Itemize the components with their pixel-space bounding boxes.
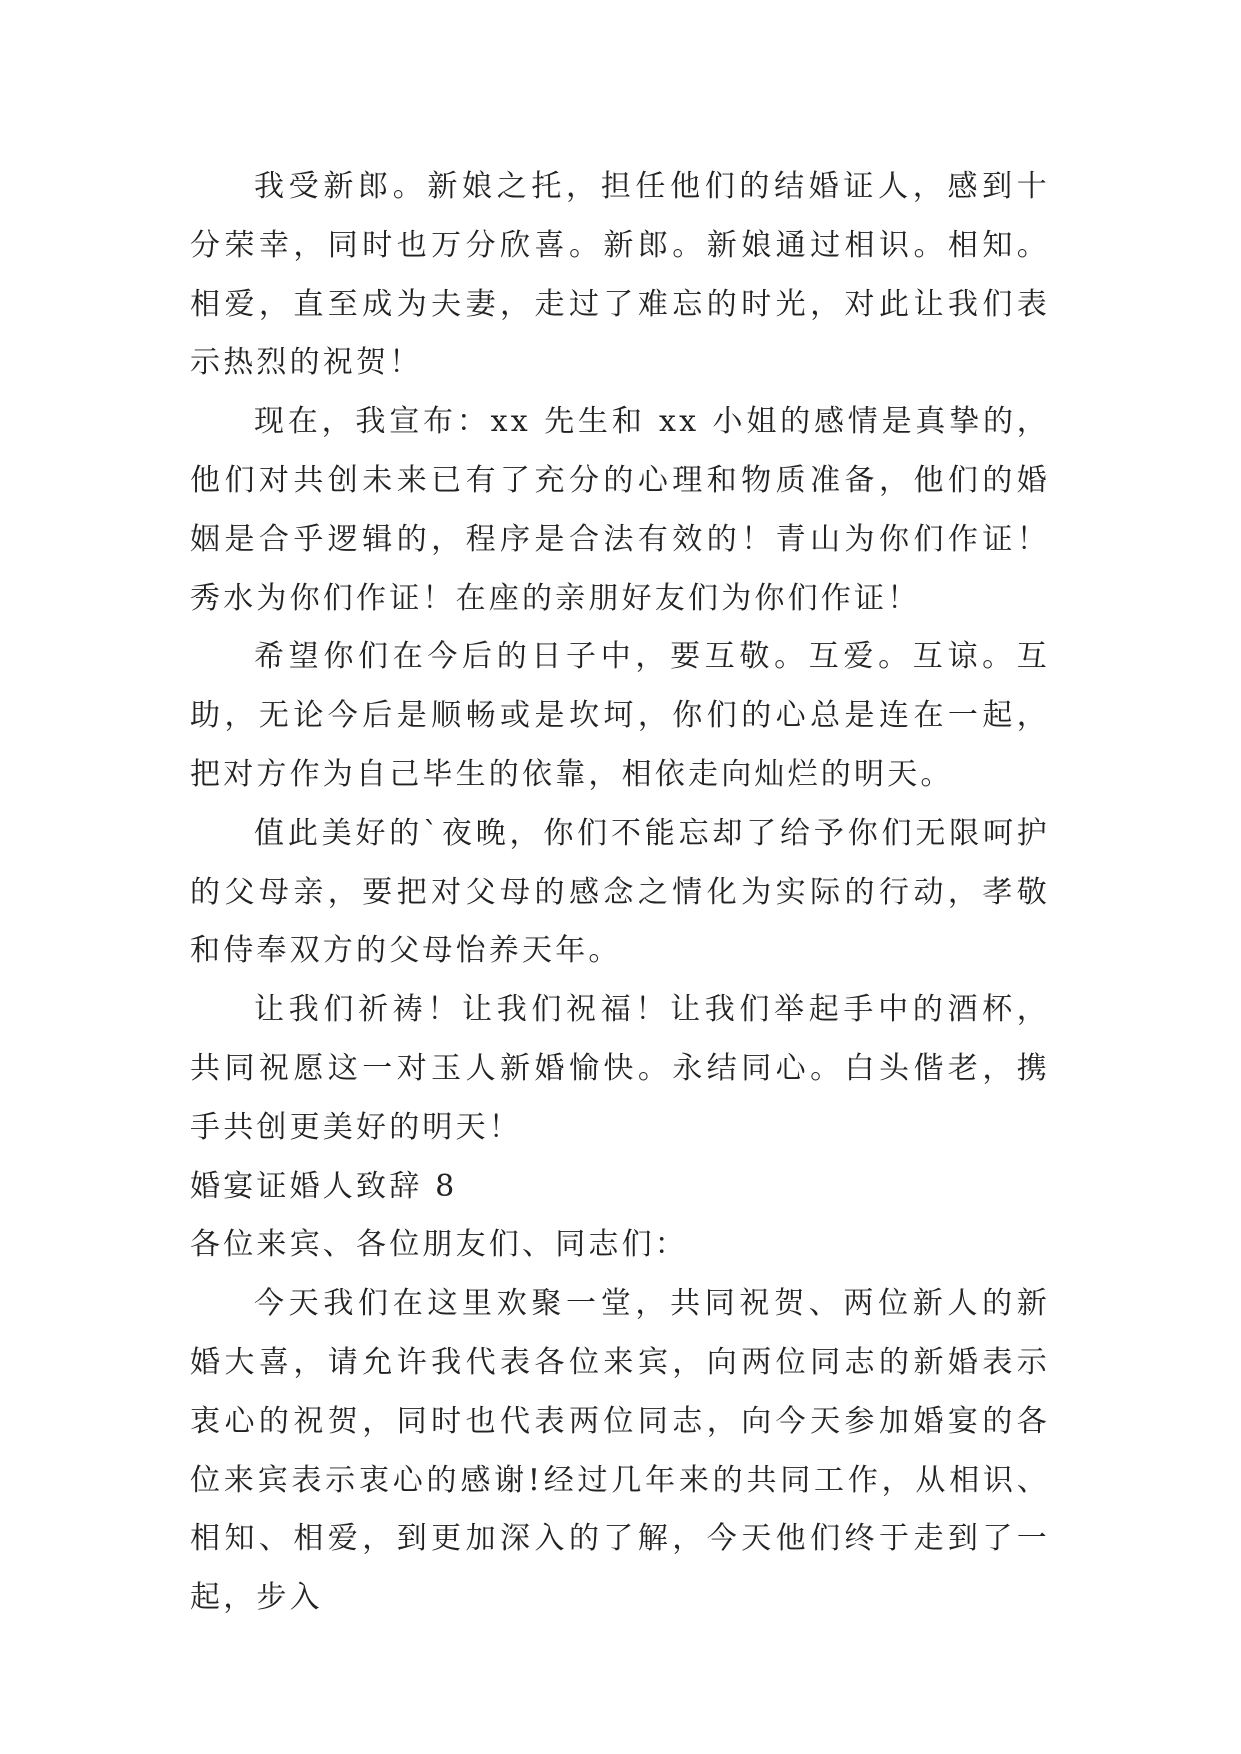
paragraph-speech-opening: 今天我们在这里欢聚一堂，共同祝贺、两位新人的新婚大喜，请允许我代表各位来宾，向两位同志的新婚表示衷心的祝贺，同时也代表两位同志，向今天参加婚宴的各位来宾表示衷心的感谢!经过几年来的共同工作，从相识、相知、相爱，到更加深入的了解，今天他们终于走到了一起，步入: [190, 1286, 1050, 1616]
document-body: [190, 158, 1050, 1628]
paragraph-declaration: 现在，我宣布：xx 先生和 xx 小姐的感情是真挚的，他们对共创未来已有了充分的心理和物质准备，他们的婚姻是合乎逻辑的，程序是合法有效的！青山为你们作证！秀水为你们作证！在座的亲朋好友们为你们作证！: [190, 404, 1050, 616]
salutation: 各位来宾、各位朋友们、同志们：: [190, 1227, 688, 1263]
section-title: 婚宴证婚人致辞 8: [190, 1168, 458, 1204]
paragraph-parents: 值此美好的`夜晚，你们不能忘却了给予你们无限呵护的父母亲，要把对父母的感念之情化为实际的行动，孝敬和侍奉双方的父母怡养天年。: [190, 815, 1050, 969]
paragraph-hopes: 希望你们在今后的日子中，要互敬。互爱。互谅。互助，无论今后是顺畅或是坎坷，你们的心总是连在一起，把对方作为自己毕生的依靠，相依走向灿烂的明天。: [190, 639, 1050, 792]
paragraph-toast: 让我们祈祷！让我们祝福！让我们举起手中的酒杯，共同祝愿这一对玉人新婚愉快。永结同心。白头偕老，携手共创更美好的明天！: [190, 992, 1050, 1145]
paragraph-witness-honor: 我受新郎。新娘之托，担任他们的结婚证人，感到十分荣幸，同时也万分欣喜。新郎。新娘通过相识。相知。相爱，直至成为夫妻，走过了难忘的时光，对此让我们表示热烈的祝贺！: [190, 169, 1050, 381]
